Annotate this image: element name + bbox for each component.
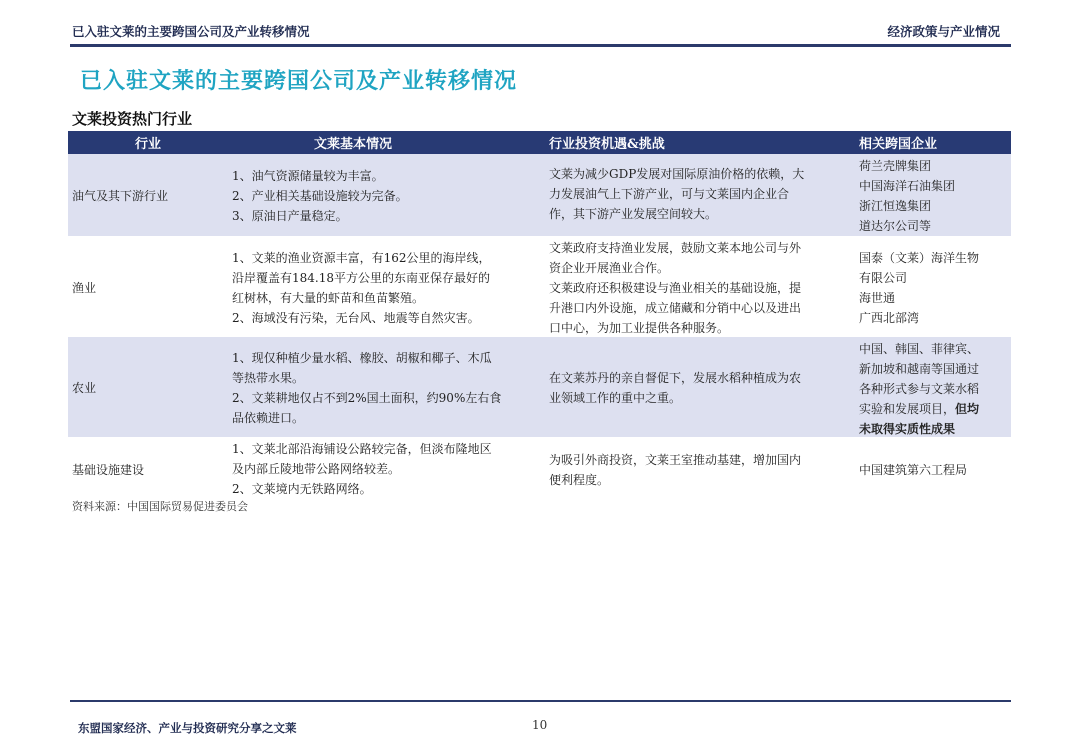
basics-line: 及内部丘陵地带公路网络较差。	[232, 462, 401, 476]
industry-cell	[68, 437, 228, 501]
header-cell-companies: 相关跨国企业	[859, 137, 938, 152]
basics-line: 3、原油日产量稳定。	[232, 209, 348, 223]
header-cell-opportunities: 行业投资机遇&挑战	[549, 137, 665, 152]
company-line: 新加坡和越南等国通过	[859, 362, 980, 376]
companies-cell	[859, 236, 1011, 337]
company-line	[859, 399, 1011, 419]
header-right-title: 经济政策与产业情况	[887, 24, 1000, 39]
industry-label: 渔业	[72, 280, 97, 295]
companies-cell	[859, 337, 1011, 437]
opportunity-line: 文莱政府支持渔业发展，鼓励文莱本地公司与外	[549, 241, 802, 255]
industry-cell	[68, 337, 228, 437]
basics-line: 红树林，有大量的虾苗和鱼苗繁殖。	[232, 290, 425, 305]
opportunity-line: 力发展油气上下游产业，可与文莱国内企业合	[549, 187, 790, 201]
header-divider	[70, 44, 1011, 47]
basics-line: 2、海域没有污染，无台风、地震等自然灾害。	[232, 310, 480, 325]
opportunity-line: 业领域工作的重中之重。	[549, 391, 682, 405]
opportunity-line: 升港口内外设施，成立储藏和分销中心以及进出	[549, 301, 802, 315]
industry-cell	[68, 236, 228, 337]
footer-title: 东盟国家经济、产业与投资研究分享之文莱	[78, 721, 297, 735]
company-line: 广西北部湾	[859, 310, 920, 325]
company-line: 荷兰壳牌集团	[859, 159, 932, 173]
header-cell-industry: 行业	[134, 137, 161, 152]
table-row	[68, 437, 1011, 501]
header-left-title: 已入驻文莱的主要跨国公司及产业转移情况	[72, 24, 310, 39]
basics-line: 2、文莱耕地仅占不到2%国土面积，约90%左右食	[232, 391, 502, 405]
company-line: 浙江恒逸集团	[859, 199, 932, 213]
basics-line: 沿岸覆盖有184.18平方公里的东南亚保存最好的	[232, 270, 490, 285]
company-line: 道达尔公司等	[859, 219, 932, 233]
table-row	[68, 337, 1011, 437]
opportunity-line: 文莱为减少GDP发展对国际原油价格的依赖，大	[549, 167, 805, 181]
industry-table	[68, 131, 1011, 501]
table-row	[68, 236, 1011, 337]
table-header-row	[68, 131, 1011, 154]
footer-divider	[70, 700, 1011, 702]
companies-cell	[859, 437, 1011, 501]
source-note: 资料来源：中国国际贸易促进委员会	[72, 500, 248, 513]
opportunity-line: 便利程度。	[549, 473, 610, 487]
basics-line: 1、现仅种植少量水稻、橡胶、胡椒和椰子、木瓜	[232, 351, 492, 365]
opportunities-cell	[549, 337, 859, 437]
basics-cell	[228, 154, 549, 236]
basics-cell	[228, 236, 549, 337]
company-line: 国泰（文莱）海洋生物	[859, 250, 980, 265]
company-line: 中国建筑第六工程局	[859, 463, 968, 477]
basics-line: 1、文莱的渔业资源丰富，有162公里的海岸线，	[232, 250, 491, 265]
company-emphasis-line: 未取得实质性成果	[859, 422, 956, 436]
basics-line: 2、文莱境内无铁路网络。	[232, 482, 372, 496]
header-cell-basics: 文莱基本情况	[314, 137, 393, 152]
basics-cell	[228, 337, 549, 437]
opportunities-cell	[549, 437, 859, 501]
table-title: 文莱投资热门行业	[72, 110, 193, 128]
company-line: 中国、韩国、菲律宾、	[859, 342, 980, 356]
company-line: 中国海洋石油集团	[859, 179, 956, 193]
basics-line: 1、油气资源储量较为丰富。	[232, 169, 384, 183]
basics-line: 1、文莱北部沿海铺设公路较完备，但淡布隆地区	[232, 442, 492, 456]
opportunity-line: 为吸引外商投资，文莱王室推动基建，增加国内	[549, 453, 802, 467]
page-number: 10	[532, 718, 548, 732]
page-title: 已入驻文莱的主要跨国公司及产业转移情况	[80, 68, 518, 94]
opportunity-line: 资企业开展渔业合作。	[549, 261, 670, 275]
company-emphasis: 但均	[955, 402, 980, 416]
basics-line: 品依赖进口。	[232, 411, 305, 425]
industry-label: 油气及其下游行业	[72, 189, 169, 203]
company-line: 各种形式参与文莱水稻	[859, 382, 980, 396]
opportunity-line: 在文莱苏丹的亲自督促下，发展水稻种植成为农	[549, 371, 802, 385]
company-line: 海世通	[859, 290, 896, 305]
basics-line: 2、产业相关基础设施较为完备。	[232, 189, 408, 203]
table-row	[68, 154, 1011, 236]
company-line: 有限公司	[859, 270, 908, 285]
industry-label: 农业	[72, 381, 97, 395]
opportunity-line: 口中心，为加工业提供各种服务。	[549, 321, 730, 335]
opportunity-line: 文莱政府还积极建设与渔业相关的基础设施，提	[549, 281, 802, 295]
opportunity-line: 作，其下游产业发展空间较大。	[549, 207, 718, 221]
basics-line: 等热带水果。	[232, 371, 305, 385]
industry-cell	[68, 154, 228, 236]
company-text: 实验和发展项目，	[859, 402, 956, 416]
opportunities-cell	[549, 236, 859, 337]
opportunities-cell	[549, 154, 859, 236]
industry-label: 基础设施建设	[72, 463, 145, 477]
companies-cell	[859, 154, 1011, 236]
basics-cell	[228, 437, 549, 501]
